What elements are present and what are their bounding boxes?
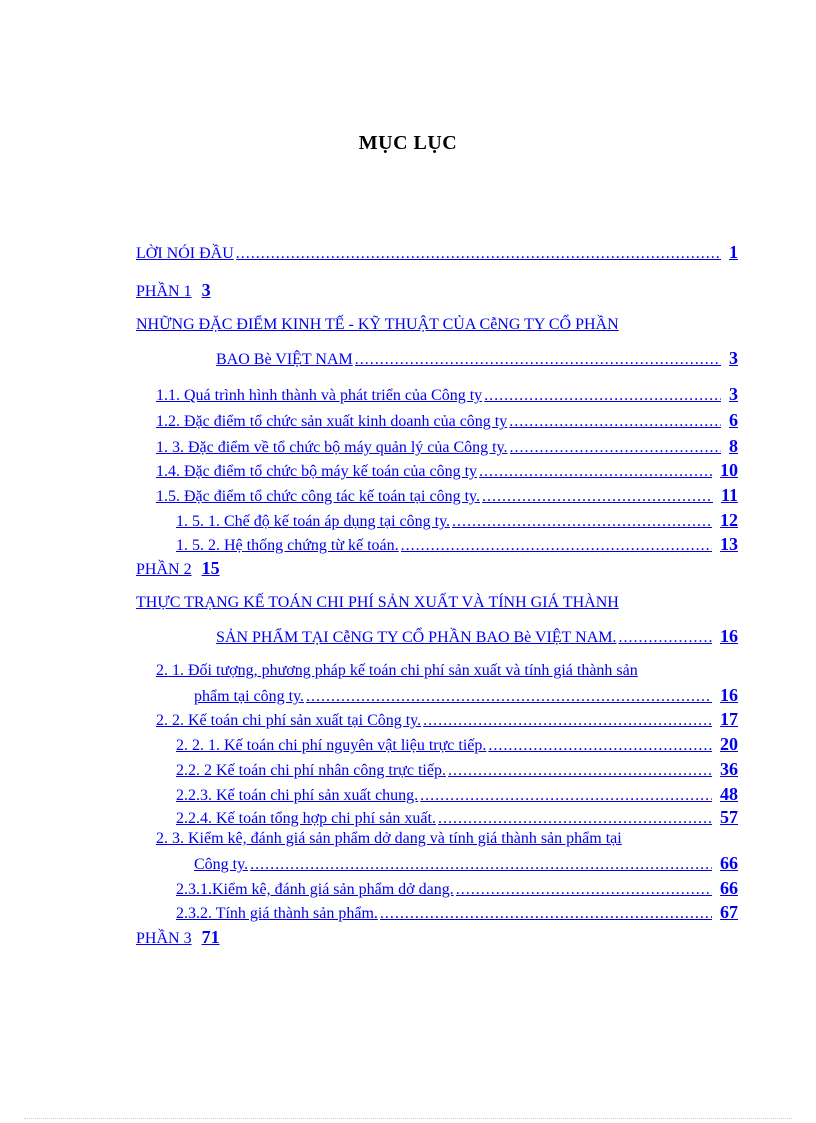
toc-page-number: 10 [720, 460, 738, 480]
toc-page-number: 3 [201, 280, 211, 300]
toc-entry-label: 2. 2. 1. Kế toán chi phí nguyên vật liệu trực tiếp. [176, 737, 487, 754]
toc-page-number: 71 [201, 927, 220, 947]
leader-dots [420, 786, 712, 806]
page-title: MỤC LỤC [358, 132, 458, 154]
toc-page-number: 57 [720, 807, 738, 827]
toc-entry-label: 2. 2. Kế toán chi phí sản xuất tại Công ty. [156, 712, 422, 729]
toc-entry-phan-3[interactable] [136, 927, 220, 949]
leader-dots [452, 512, 712, 532]
toc-page-number: 3 [729, 384, 738, 404]
toc-entry-1-5-2[interactable] [176, 534, 738, 556]
toc-page-number: 3 [729, 348, 738, 368]
leader-dots [250, 855, 712, 875]
toc-entry-thuc-trang-line1[interactable] [136, 593, 619, 613]
leader-dots [482, 487, 713, 507]
toc-page-number: 13 [720, 534, 738, 554]
toc-entry-phan-1[interactable] [136, 280, 211, 302]
toc-page-number: 48 [720, 784, 738, 804]
leader-dots [380, 904, 712, 924]
toc-entry-label: PHẦN 2 [136, 561, 192, 578]
toc-entry-label: 2.2. 2 Kế toán chi phí nhân công trực tiếp. [176, 762, 446, 779]
toc-entry-label: 1.4. Đặc điểm tổ chức bộ máy kế toán của công ty [156, 463, 478, 480]
leader-dots [423, 711, 712, 731]
toc-entry-label: NHỮNG ĐẶC ĐIỂM KINH TẾ - KỸ THUẬT CỦA CễNG TY CỔ PHẦN [136, 316, 619, 333]
toc-entry-2-3-2[interactable] [176, 902, 738, 924]
toc-page-number: 1 [729, 242, 738, 262]
toc-entry-1-2[interactable] [156, 410, 738, 432]
toc-entry-label: phẩm tại công ty. [194, 688, 305, 705]
toc-entry-label: 2. 1. Đối tượng, phương pháp kế toán chi phí sản xuất và tính giá thành sản [156, 662, 638, 679]
toc-entry-label: LỜI NÓI ĐẦU [136, 245, 234, 262]
toc-entry-label: THỰC TRẠNG KẾ TOÁN CHI PHÍ SẢN XUẤT VÀ TÍNH GIÁ THÀNH [136, 594, 619, 611]
toc-entry-2-2-4[interactable] [176, 807, 738, 829]
toc-entry-dac-diem-kinh-te-line2[interactable] [216, 348, 738, 370]
toc-entry-2-2-2[interactable] [176, 759, 738, 781]
toc-entry-1-3[interactable] [156, 436, 738, 458]
toc-page-number: 11 [720, 485, 738, 505]
toc-entry-label: 2.3.2. Tính giá thành sản phẩm. [176, 905, 378, 922]
toc-entry-2-1-line2[interactable] [194, 685, 738, 707]
toc-entry-1-5[interactable] [156, 485, 738, 507]
toc-entry-dac-diem-kinh-te-line1[interactable] [136, 315, 619, 335]
leader-dots [484, 386, 721, 406]
toc-entry-2-2[interactable] [156, 709, 738, 731]
toc-entry-label: 2.2.3. Kế toán chi phí sản xuất chung. [176, 787, 419, 804]
toc-entry-label: BAO Bè VIỆT NAM [216, 351, 353, 368]
toc-entry-2-3-1[interactable] [176, 878, 738, 900]
toc-page-number: 67 [720, 902, 738, 922]
toc-entry-label: 1. 5. 2. Hệ thống chứng từ kế toán. [176, 537, 399, 554]
leader-dots [355, 350, 721, 370]
toc-entry-2-2-3[interactable] [176, 784, 738, 806]
toc-page-number: 16 [720, 626, 738, 646]
toc-entry-phan-2[interactable] [136, 558, 220, 580]
leader-dots [306, 687, 712, 707]
toc-page-number: 6 [729, 410, 738, 430]
leader-dots [510, 438, 721, 458]
leader-dots [488, 736, 712, 756]
toc-entry-2-3-line2[interactable] [194, 853, 738, 875]
toc-entry-label: 1.5. Đặc điểm tổ chức công tác kế toán tại công ty. [156, 488, 480, 505]
toc-entry-label: 2.2.4. Kế toán tổng hợp chi phí sản xuất. [176, 810, 436, 827]
toc-page-number: 16 [720, 685, 738, 705]
toc-entry-label: SẢN PHẨM TẠI CễNG TY CỔ PHẦN BAO Bè VIỆT NAM. [216, 629, 617, 646]
leader-dots [509, 412, 721, 432]
toc-page-number: 20 [720, 734, 738, 754]
toc-entry-label: Công ty. [194, 856, 249, 873]
leader-dots [438, 809, 712, 829]
toc-page-number: 12 [720, 510, 738, 530]
page-bottom-divider [24, 1118, 792, 1119]
toc-page-number: 66 [720, 853, 738, 873]
toc-entry-1-5-1[interactable] [176, 510, 738, 532]
toc-entry-2-2-1[interactable] [176, 734, 738, 756]
leader-dots [618, 628, 712, 648]
toc-entry-2-3-line1[interactable] [156, 829, 622, 849]
toc-page-number: 17 [720, 709, 738, 729]
leader-dots [236, 244, 721, 264]
leader-dots [401, 536, 712, 556]
toc-entry-label: PHẦN 1 [136, 283, 192, 300]
toc-entry-loi-noi-dau[interactable] [136, 242, 738, 264]
toc-entry-thuc-trang-line2[interactable] [216, 626, 738, 648]
toc-entry-label: 2.3.1.Kiểm kê, đánh giá sản phẩm dở dang. [176, 881, 454, 898]
toc-entry-1-1[interactable] [156, 384, 738, 406]
toc-entry-label: PHẦN 3 [136, 930, 192, 947]
toc-entry-2-1-line1[interactable] [156, 661, 638, 681]
toc-entry-label: 1.2. Đặc điểm tổ chức sản xuất kinh doanh của công ty [156, 413, 508, 430]
toc-entry-label: 1. 5. 1. Chế độ kế toán áp dụng tại công ty. [176, 513, 451, 530]
toc-page-number: 66 [720, 878, 738, 898]
toc-page-number: 15 [201, 558, 220, 578]
toc-entry-label: 2. 3. Kiểm kê, đánh giá sản phẩm dở dang và tính giá thành sản phẩm tại [156, 830, 622, 847]
leader-dots [448, 761, 712, 781]
toc-entry-label: 1.1. Quá trình hình thành và phát triển của Công ty [156, 387, 483, 404]
leader-dots [479, 462, 712, 482]
leader-dots [456, 880, 712, 900]
toc-page-number: 8 [729, 436, 738, 456]
toc-entry-1-4[interactable] [156, 460, 738, 482]
toc-entry-label: 1. 3. Đặc điểm về tổ chức bộ máy quản lý của Công ty. [156, 439, 508, 456]
toc-page-number: 36 [720, 759, 738, 779]
